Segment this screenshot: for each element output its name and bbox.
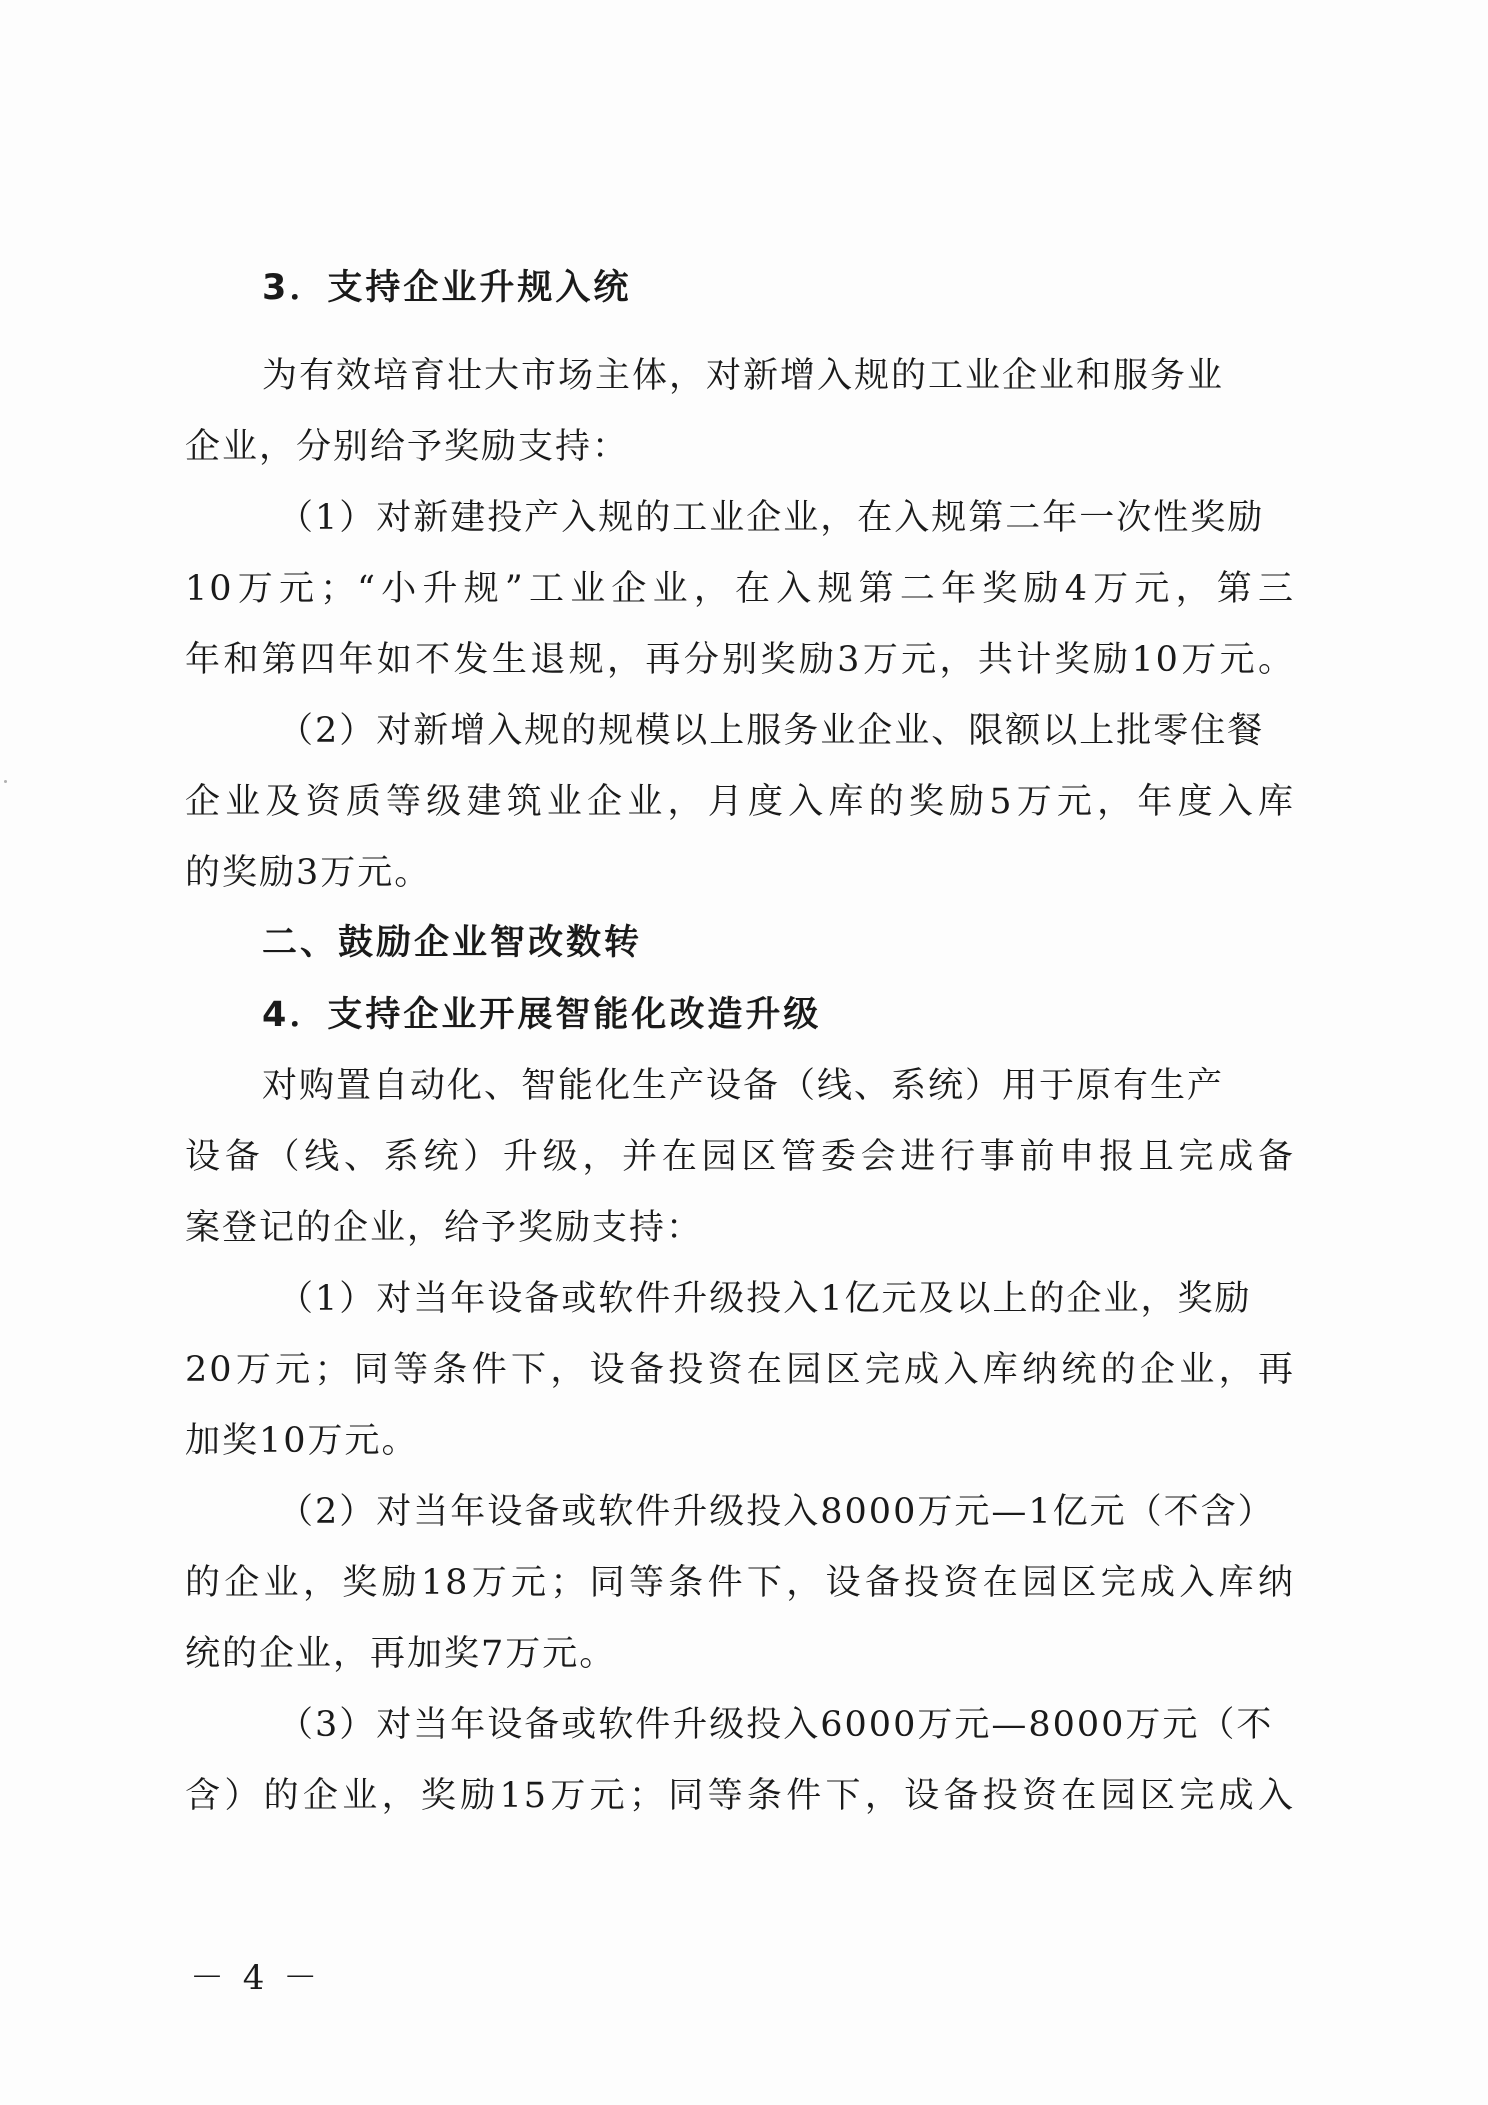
paragraph-line: 加奖10万元。 [185, 1421, 419, 1461]
scan-speck [4, 780, 7, 783]
paragraph-line: 企业，分别给予奖励支持： [185, 427, 630, 467]
paragraph-line: 对购置自动化、智能化生产设备（线、系统）用于原有生产 [262, 1066, 1225, 1106]
paragraph-line: 案登记的企业，给予奖励支持： [185, 1208, 704, 1248]
paragraph-line: （1）对当年设备或软件升级投入1亿元及以上的企业，奖励 [278, 1279, 1252, 1319]
paragraph-line: 企业及资质等级建筑业企业，月度入库的奖励5万元，年度入库 [185, 782, 1295, 822]
paragraph-line: （2）对新增入规的规模以上服务业企业、限额以上批零住餐 [278, 711, 1265, 751]
paragraph-line: 20万元；同等条件下，设备投资在园区完成入库纳统的企业，再 [185, 1350, 1295, 1390]
paragraph-line: 的奖励3万元。 [185, 853, 432, 893]
paragraph-line: 含）的企业，奖励15万元；同等条件下，设备投资在园区完成入 [185, 1776, 1295, 1816]
paragraph-line: 统的企业，再加奖7万元。 [185, 1634, 617, 1674]
paragraph-line: （1）对新建投产入规的工业企业，在入规第二年一次性奖励 [278, 498, 1265, 538]
paragraph-line: （2）对当年设备或软件升级投入8000万元—1亿元（不含） [278, 1492, 1275, 1532]
paragraph-line: （3）对当年设备或软件升级投入6000万元—8000万元（不 [278, 1705, 1274, 1745]
section-heading-4: 4．支持企业开展智能化改造升级 [262, 995, 822, 1035]
paragraph-line: 年和第四年如不发生退规，再分别奖励3万元，共计奖励10万元。 [185, 640, 1295, 680]
paragraph-line: 设备（线、系统）升级，并在园区管委会进行事前申报且完成备 [185, 1137, 1295, 1177]
page-number: － 4 － [190, 1958, 322, 1998]
paragraph-line: 的企业，奖励18万元；同等条件下，设备投资在园区完成入库纳 [185, 1563, 1295, 1603]
chapter-heading-2: 二、鼓励企业智改数转 [262, 923, 643, 963]
section-heading-3: 3．支持企业升规入统 [262, 268, 632, 308]
paragraph-line: 10万元；“小升规”工业企业，在入规第二年奖励4万元，第三 [185, 569, 1295, 609]
paragraph-line: 为有效培育壮大市场主体，对新增入规的工业企业和服务业 [262, 356, 1225, 396]
